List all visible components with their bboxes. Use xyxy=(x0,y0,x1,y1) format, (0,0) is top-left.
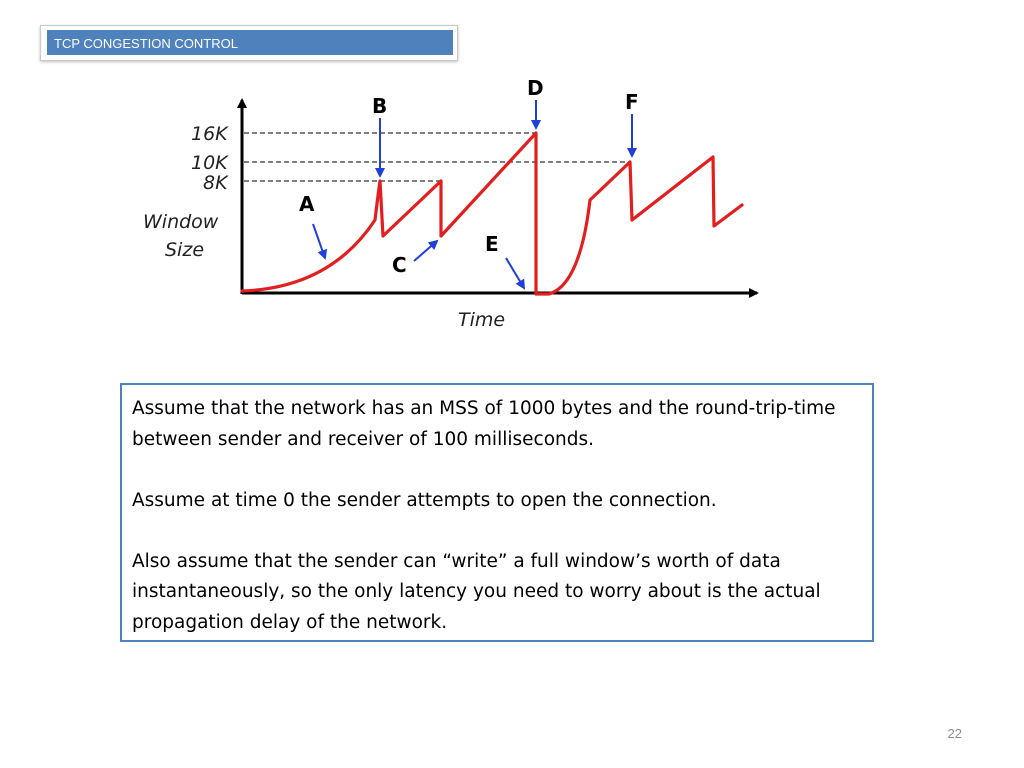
paragraph-time-zero: Assume at time 0 the sender attempts to open the connection. xyxy=(132,489,717,511)
paragraph-mss-rtt: Assume that the network has an MSS of 1000 bytes and the round-trip-time between sender and receiver of 100 milliseconds. xyxy=(132,398,836,450)
tcp-window-diagram xyxy=(0,0,1024,370)
point-label-b: B xyxy=(372,94,388,118)
arrow-c xyxy=(414,241,437,261)
y-tick-16k: 16K xyxy=(191,123,228,145)
slide-title: TCP CONGESTION CONTROL xyxy=(47,30,453,55)
x-axis-label: Time xyxy=(458,309,506,331)
point-label-c: C xyxy=(392,253,407,277)
page-number: 22 xyxy=(947,726,962,741)
point-label-a: A xyxy=(299,192,315,216)
arrow-a xyxy=(313,224,325,258)
y-tick-8k: 8K xyxy=(203,172,228,194)
point-label-f: F xyxy=(625,90,639,114)
y-tick-10k: 10K xyxy=(191,152,228,174)
problem-statement-box xyxy=(120,383,874,642)
arrow-e xyxy=(506,258,524,288)
y-axis-label-size: Size xyxy=(165,239,205,261)
congestion-window-curve xyxy=(242,133,742,294)
point-label-e: E xyxy=(485,232,499,256)
paragraph-write-window: Also assume that the sender can “write” a full window’s worth of data instantaneously, so the only latency you need to worry about is the actual propagation delay of the network. xyxy=(132,550,821,633)
point-label-d: D xyxy=(527,76,544,100)
y-axis-label-window: Window xyxy=(143,211,219,233)
